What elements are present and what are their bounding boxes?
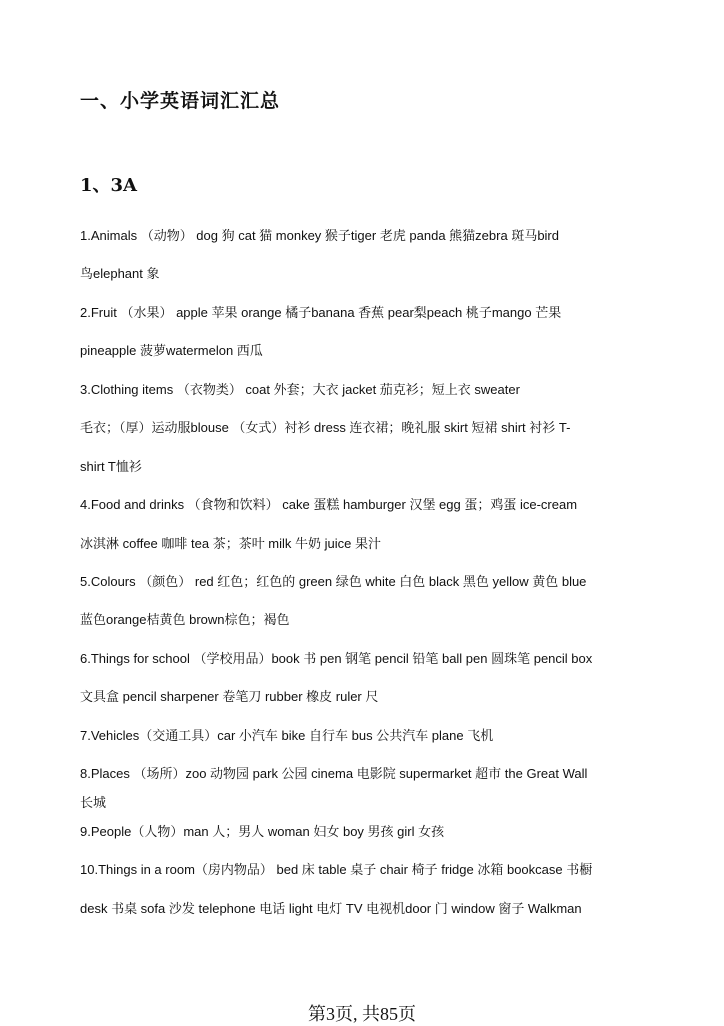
subsection-title: 1、3A bbox=[80, 175, 138, 196]
text-line: 长城 bbox=[80, 795, 107, 810]
text-line: 鸟elephant 象 bbox=[80, 266, 160, 281]
text-line: 毛衣；（厚）运动服blouse （女式）衬衫 dress 连衣裙；晚礼服 skirt 短裙 shirt 衬衫 T- bbox=[80, 420, 571, 435]
text-line: shirt T恤衫 bbox=[80, 459, 142, 474]
text-line: desk 书桌 sofa 沙发 telephone 电话 light 电灯 TV 电视机door 门 window 窗子 Walkman bbox=[80, 901, 582, 916]
text-line: 冰淇淋 coffee 咖啡 tea 茶；茶叶 milk 牛奶 juice 果汁 bbox=[80, 536, 381, 551]
text-line: 蓝色orange桔黄色 brown棕色；褐色 bbox=[80, 612, 290, 627]
text-line: pineapple 菠萝watermelon 西瓜 bbox=[80, 343, 263, 358]
text-line: 7.Vehicles（交通工具）car 小汽车 bike 自行车 bus 公共汽车 plane 飞机 bbox=[80, 728, 494, 743]
text-line: 3.Clothing items （衣物类） coat 外套；大衣 jacket 茄克衫；短上衣 sweater bbox=[80, 382, 520, 397]
text-line: 9.People（人物）man 人；男人 woman 妇女 boy 男孩 girl 女孩 bbox=[80, 824, 445, 839]
text-line: 4.Food and drinks （食物和饮料） cake 蛋糕 hamburger 汉堡 egg 蛋；鸡蛋 ice-cream bbox=[80, 497, 578, 512]
text-line: 5.Colours （颜色） red 红色；红色的 green 绿色 white 白色 black 黑色 yellow 黄色 blue bbox=[80, 574, 587, 589]
text-line: 10.Things in a room（房内物品） bed 床 table 桌子 chair 椅子 fridge 冰箱 bookcase 书橱 bbox=[80, 862, 593, 877]
text-line: 6.Things for school （学校用品）book 书 pen 钢笔 pencil 铅笔 ball pen 圆珠笔 pencil box bbox=[80, 651, 593, 666]
section-title: 一、小学英语词汇汇总 bbox=[80, 90, 281, 112]
text-line: 8.Places （场所）zoo 动物园 park 公园 cinema 电影院 supermarket 超市 the Great Wall bbox=[80, 766, 588, 781]
text-line: 文具盒 pencil sharpener 卷笔刀 rubber 橡皮 ruler 尺 bbox=[80, 689, 379, 704]
text-line: 1.Animals （动物） dog 狗 cat 猫 monkey 猴子tiger 老虎 panda 熊猫zebra 斑马bird bbox=[80, 228, 559, 243]
page-footer: 第3页, 共85页 bbox=[308, 1004, 416, 1024]
text-line: 2.Fruit （水果） apple 苹果 orange 橘子banana 香蕉 pear梨peach 桃子mango 芒果 bbox=[80, 305, 562, 320]
